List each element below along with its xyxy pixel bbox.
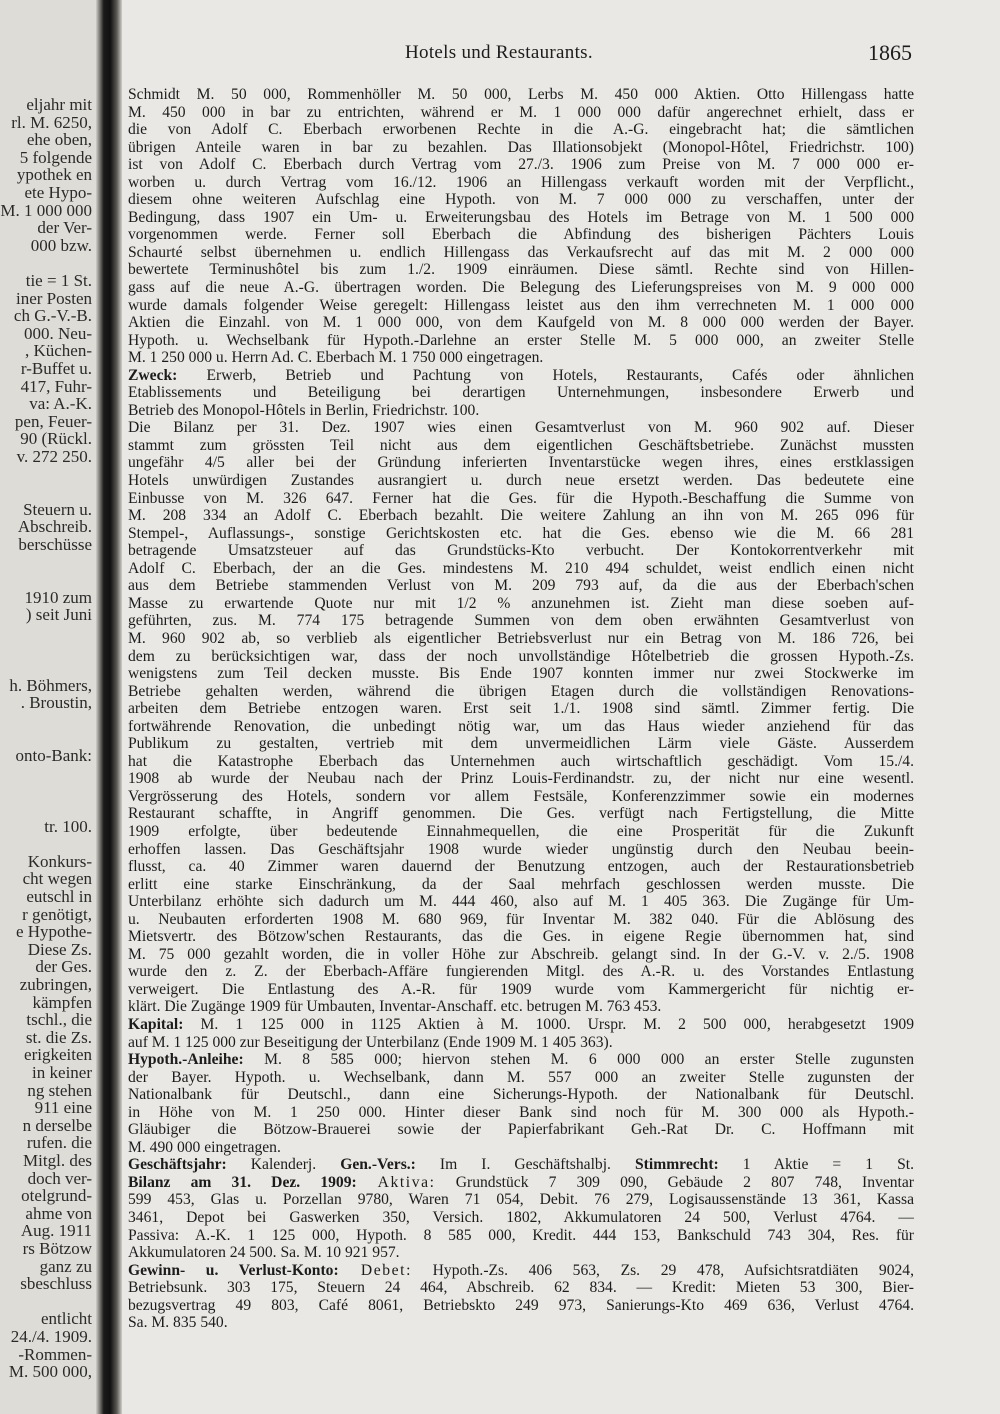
zweck-label: Zweck: <box>128 366 178 384</box>
bilanz-1909-label: Bilanz am 31. Dez. 1909: <box>128 1173 357 1191</box>
left-page-line: ch G.-V.-B. <box>13 306 92 326</box>
bilanz-lines-7: betragende Umsatzsteuer auf das Grundstücks-Kto verbucht. Der Kontokorrentverkehr mit <box>128 542 914 560</box>
zweck-section <box>128 367 914 420</box>
left-page-line: otelgrund- <box>21 1186 92 1206</box>
guv-line-2: bezugsvertrag 49 803, Café 8061, Betriebskto 249 973, Sanierungs-Kto 469 636, Verlust 4764. <box>128 1296 914 1314</box>
bilanz-lines-3: Hotels unwürdigen Zustandes ausrangiert u. durch neue ersetzt werden. Das bedeutete eine <box>128 472 914 490</box>
bilanz-lines-4: Einbusse von M. 326 647. Ferner hat die Ges. für die Hypoth.-Beschaffung die Summe von <box>128 489 914 507</box>
bilanz-lines-8: Adolf C. Eberbach, der an die Ges. mindestens M. 210 494 schuldet, weist endlich einen nicht <box>128 559 914 577</box>
guv-line-0: Gewinn- u. Verlust-Konto: Debet: Hypoth.-Zs. 406 563, Zs. 29 478, Aufsichtsratdiäten 9024, <box>128 1261 914 1279</box>
left-page-line: 417, Fuhr- <box>20 376 92 396</box>
left-page-line: rs Bötzow <box>22 1239 92 1258</box>
hypoth-section <box>128 1051 914 1156</box>
bilanz-lines-27: Unterbilanz erhöhte sich dadurch um M. 444 460, also auf M. 1 405 363. Die Zugänge für Um- <box>128 893 914 911</box>
running-head: Hotels und Restaurants. <box>405 42 593 63</box>
left-page-line: Konkurs- <box>27 851 92 871</box>
left-page-line: Steuern u. <box>23 499 92 519</box>
kapital-label: Kapital: <box>128 1015 184 1033</box>
body-lines-4: ist von Adolf C. Eberbach durch Vertrag vom 27./3. 1906 zum Preise von M. 7 000 000 er- <box>128 156 914 174</box>
left-page-line: ypothek en <box>16 165 92 185</box>
left-page-line: r-Buffet u. <box>20 359 92 378</box>
bilanz-lines-9: aus dem Betriebe stammenden Verlust von M. 209 793 auf, da die aus der Eberbach'schen <box>128 577 914 595</box>
bilanz-lines-28: u. Neubauten erforderten 1908 M. 680 969, für Inventar M. 382 040. Für die Ablösung des <box>128 910 914 928</box>
guv-line-3: Sa. M. 835 540. <box>128 1314 228 1332</box>
left-page-line: 1910 zum <box>24 587 92 607</box>
body-lines-6: diesem ohne weiteren Aufschlag eine Hypoth. von M. 7 000 000 zu verschaffen, unter der <box>128 191 914 209</box>
bilanz-lines-15: Betriebe gehalten werden, während die übrigen Etagen durch die vollständigen Renovations- <box>128 682 914 700</box>
body-lines-13: Aktien die Einzahl. von M. 1 000 000, von dem Kaufgeld von M. 8 000 000 werden der Bayer. <box>128 314 914 332</box>
left-page-line: eljahr mit <box>26 95 92 114</box>
bilanz-lines-1: stammt zum grössten Teil nicht aus dem eigentlichen Geschäftsbetriebe. Zunächst mussten <box>128 436 914 454</box>
body-lines-0: Schmidt M. 50 000, Rommenhöller M. 50 000, Lerbs M. 450 000 Aktien. Otto Hillengass hatte <box>128 86 914 103</box>
bilanz-lines-32: verweigert. Die Entlastung des A.-R. für 1909 wurde vom Kammergericht für nichtig er- <box>128 980 914 998</box>
left-page-line: h. Böhmers, <box>9 675 92 695</box>
body-lines-1: M. 450 000 in bar zu entrichten, während er M. 1 000 000 dafür angerechnet erhielt, dass er <box>128 103 914 121</box>
kapital-section <box>128 1016 914 1051</box>
geschaeftsjahr-label: Geschäftsjahr: <box>128 1156 227 1174</box>
hypoth-line-4: Gläubiger die Bötzow-Brauerei sowie der Papierfabrikant Geh.-Rat Dr. C. Hoffmann mit <box>128 1121 914 1139</box>
body-lines-5: worben u. durch Vertrag vom 16./12. 1906 an Hillengass verkauft worden mit der Verpflicht., <box>128 173 914 191</box>
left-page-line: tr. 100. <box>44 816 92 836</box>
hypoth-line-2: Nationalbank für Deutschl., dann eine Sicherungs-Hypoth. der Nationalbank für Deutschl. <box>128 1086 914 1104</box>
left-page-line: erigkeiten <box>24 1045 92 1065</box>
geschaeftsjahr-line: Geschäftsjahr: Kalenderj. Gen.-Vers.: Im I. Geschäftshalbj. Stimmrecht: 1 Aktie = 1 St. <box>128 1156 914 1174</box>
left-page-line: Mitgl. des <box>23 1151 92 1170</box>
page-number: 1865 <box>868 40 912 65</box>
left-page-line: entlicht <box>41 1309 92 1329</box>
bilanz-lines-10: Masse zu erwartende Quote nur mit 1/2 % anzunehmen ist. Zieht man diese soeben auf- <box>128 594 914 612</box>
left-page-line: M. 1 000 000 <box>0 200 92 220</box>
bilanz-lines-19: hat die Katastrophe Eberbach das Unternehmen auch wirtschaftlich geschädigt. Vom 15./4. <box>128 752 914 770</box>
left-page-line: kämpfen <box>32 992 92 1012</box>
left-page-line: st. die Zs. <box>25 1027 92 1047</box>
hypoth-line-5: M. 490 000 eingetragen. <box>128 1138 281 1156</box>
bilanz-lines-30: M. 75 000 gezahlt worden, die in voller Höhe zur Abschreib. gelangt sind. In der G.-V. v. 2./5. 1908 <box>128 945 914 963</box>
bilanz-1909-section <box>128 1174 914 1262</box>
left-page-line: va: A.-K. <box>29 394 92 414</box>
body-text <box>128 86 914 1332</box>
left-page-line: ganz zu <box>39 1256 92 1276</box>
bilanz-lines-33: klärt. Die Zugänge 1909 für Umbauten, Inventar-Anschaff. etc. betrugen M. 763 453. <box>128 998 662 1016</box>
bilanz-1909-line-4: Akkumulatoren 24 500. Sa. M. 10 921 957. <box>128 1244 400 1262</box>
bilanz-lines-2: ungefähr 4/5 aller bei der Gründung inferierten Inventarstücke wegen ihres, eines erstklassigen <box>128 454 914 472</box>
left-page-line: eutschl in <box>26 887 92 906</box>
kapital-line-0: Kapital: M. 1 125 000 in 1125 Aktien à M. 1000. Urspr. M. 2 500 000, herabgesetzt 1909 <box>128 1015 914 1033</box>
left-page-line: 000 bzw. <box>30 235 92 255</box>
book-gutter <box>96 0 122 1414</box>
zweck-line-2: Betrieb des Monopol-Hôtels in Berlin, Friedrichstr. 100. <box>128 401 480 419</box>
left-page-line: . Broustin, <box>20 693 92 713</box>
bilanz-lines-31: wurde den z. Z. der Eberbach-Affäre fungierenden Mitgl. des A.-R. u. des Vorstandes Entlastung <box>128 963 914 981</box>
bilanz-lines-16: arbeiten dem Betriebe entzogen waren. Erst seit 1./1. 1908 sind sämtl. Zimmer fertig. Die <box>128 700 914 718</box>
left-page-line: cht wegen <box>22 869 92 889</box>
left-page-line: 911 eine <box>34 1098 92 1118</box>
left-page-line: ehe oben, <box>26 130 92 150</box>
left-page-line: r genötigt, <box>22 904 92 924</box>
debet-label: Debet: <box>338 1261 413 1279</box>
bilanz-1909-line-0: Bilanz am 31. Dez. 1909: Aktiva: Grundstück 7 309 090, Gebäude 2 807 748, Inventar <box>128 1173 914 1191</box>
bilanz-lines-25: flusst, ca. 40 Zimmer waren dauernd der Benutzung entzogen, auch der Restaurationsbetrieb <box>128 858 914 876</box>
body-lines-7: Bedingung, dass 1907 ein Um- u. Erweiterungsbau des Hotels im Betrage von M. 1 500 000 <box>128 208 914 226</box>
hypoth-line-3: in Höhe von M. 1 250 000. Hinter dieser Bank sind noch für M. 300 000 als Hypoth.- <box>128 1103 914 1121</box>
left-page-line: ng stehen <box>27 1080 92 1100</box>
left-page-line: zubringen, <box>19 975 92 994</box>
bilanz-lines-29: Mietsvertr. des Bötzow'schen Restaurants, das die Ges. in eigene Regie übernommen hat, sind <box>128 928 914 946</box>
bilanz-1909-line-3: Passiva: A.-K. 1 125 000, Hypoth. 8 585 000, Kredit. 444 153, Bankschuld 743 304, Res. für <box>128 1226 914 1244</box>
left-page-line: n derselbe <box>22 1115 92 1135</box>
left-page-line: tschl., die <box>26 1010 92 1030</box>
aktiva-label: Aktiva: <box>356 1173 436 1191</box>
left-page-line: Aug. 1911 <box>20 1221 92 1241</box>
guv-section <box>128 1262 914 1332</box>
left-page-line: doch ver- <box>27 1168 92 1188</box>
bilanz-lines-26: erlitt eine starke Einschränkung, da der Saal mehrfach geschlossen werden musste. Die <box>128 875 914 893</box>
left-page-line: -Rommen- <box>18 1344 92 1364</box>
body-lines-12: wurde damals folgender Weise geregelt: Hillengass leistet aus den ihm verrechneten M. 1 000 000 <box>128 296 914 314</box>
body-lines-9: Schaurté selbst übernehmen u. endlich Hillengass das Verkaufsrecht auf das mit M. 2 000 000 <box>128 243 914 261</box>
bilanz-lines-6: Stempel-, Auflassungs-, sonstige Gerichtskosten etc. hat die Ges. ebenso wie die M. 66 281 <box>128 524 914 542</box>
intro-paragraph <box>128 86 914 367</box>
body-lines-10: bewertete Terminushôtel bis zum 1./2. 1909 einräumen. Diese sämtl. Rechte sind von Hillen- <box>128 261 914 279</box>
bilanz-1909-line-1: 599 453, Glas u. Porzellan 9780, Waren 71 054, Debit. 76 279, Logisaussenstände 13 361, Kassa <box>128 1191 914 1209</box>
bilanz-lines-12: M. 960 902 ab, so verblieb als eigentlicher Betriebsverlust nur ein Betrag von M. 186 726, bei <box>128 629 914 647</box>
body-lines-15: M. 1 250 000 u. Herrn Ad. C. Eberbach M. 1 750 000 eingetragen. <box>128 349 544 367</box>
left-page-line: der Ver- <box>37 218 92 238</box>
bilanz-lines-23: 1909 erfolgte, über bedeutende Einnahmequellen, die eine Prosperität für die Zukunft <box>128 822 914 840</box>
guv-line-1: Betriebsunk. 303 175, Steuern 24 464, Abschreib. 62 834. — Kredit: Mieten 53 300, Bier- <box>128 1279 914 1297</box>
body-lines-3: übrigen Anteile waren in bar zu bezahlen. Das Illationsobjekt (Monopol-Hôtel, Friedrichstr. 100) <box>128 138 914 156</box>
left-page-line: 24./4. 1909. <box>10 1327 92 1346</box>
bilanz-lines-18: Publikum zu gestalten, vertrieb mit dem unvermeidlichen Lärm viele Gäste. Ausserdem <box>128 735 914 753</box>
left-page-line: onto-Bank: <box>15 746 92 766</box>
left-page-fragment <box>0 0 104 1414</box>
body-lines-8: vorgenommen werde. Ferner soll Eberbach die Abfindung des bisherigen Pächters Louis <box>128 226 914 244</box>
left-page-line: rufen. die <box>26 1133 92 1153</box>
body-lines-14: Hypoth. u. Wechselbank für Hypoth.-Darlehne an erster Stelle M. 5 000 000, an zweiter Stelle <box>128 331 914 349</box>
left-page-line: tie = 1 St. <box>25 271 92 290</box>
hypoth-line-1: der Bayer. Hypoth. u. Wechselbank, dann M. 557 000 an zweiter Stelle zugunsten der <box>128 1068 914 1086</box>
left-page-line: v. 272 250. <box>16 447 92 466</box>
left-page-line: 90 (Rückl. <box>20 429 92 449</box>
hypoth-line-0: Hypoth.-Anleihe: M. 8 585 000; hiervon stehen M. 6 000 000 an erster Stelle zugunsten <box>128 1051 914 1069</box>
left-page-line: pen, Feuer- <box>14 411 92 431</box>
bilanz-lines-11: geführten, zus. M. 774 175 betragende Summen von dem oben erwähnten Gesamtverlust von <box>128 612 914 630</box>
bilanz-paragraph <box>128 419 914 1016</box>
left-page-line: , Küchen- <box>24 341 92 361</box>
left-page-line: 5 folgende <box>19 147 92 167</box>
bilanz-lines-20: 1908 ab wurde der Neubau nach der Prinz Louis-Ferdinandstr. zu, der nicht nur eine wesentl. <box>128 770 914 788</box>
gen-vers-label: Gen.-Vers.: <box>340 1156 416 1174</box>
left-page-line: iner Posten <box>15 288 92 308</box>
left-page-line: ) seit Juni <box>25 605 92 625</box>
bilanz-1909-line-2: 3461, Depot bei Gaswerken 350, Versich. 1802, Akkumulatoren 24 500, Verlust 4764. — <box>128 1209 914 1226</box>
bilanz-lines-13: dem zu berücksichtigen war, dass der noch unvollständige Hôtelbetrieb die grossen Hypoth.-Zs. <box>128 647 914 665</box>
bilanz-lines-14: wenigstens zum Teil decken musste. Bis Ende 1907 konnten immer nur zwei Stockwerke im <box>128 665 914 683</box>
bilanz-lines-17: fortwährende Renovation, die unbedingt nötig war, um das Haus wieder anziehend für das <box>128 717 914 735</box>
zweck-line-1: Etablissements und Beteiligung bei derartigen Unternehmungen, insbesondere Erwerb und <box>128 384 914 402</box>
bilanz-lines-21: Vergrösserung des Hotels, sondern vor allem Festsäle, Konferenzzimmer sowie ein modernes <box>128 787 914 805</box>
left-page-line: rl. M. 6250, <box>11 112 92 132</box>
bilanz-lines-0: Die Bilanz per 31. Dez. 1907 wies einen Gesamtverlust von M. 960 902 auf. Dieser <box>128 419 914 437</box>
left-page-line: ete Hypo- <box>24 183 92 202</box>
left-page-line: Diese Zs. <box>27 939 92 959</box>
kapital-line-1: auf M. 1 125 000 zur Beseitigung der Unterbilanz (Ende 1909 M. 1 405 363). <box>128 1033 613 1051</box>
left-page-line: berschüsse <box>18 535 92 554</box>
left-page-line: in keiner <box>32 1063 92 1082</box>
bilanz-lines-22: Restaurant schaffte, in Angriff genommen. Die Ges. verfügt nach Fertigstellung, die Mitte <box>128 805 914 823</box>
left-page-line: Abschreib. <box>17 517 92 537</box>
left-page-line: sbeschluss <box>20 1274 92 1294</box>
body-lines-2: die von Adolf C. Eberbach erworbenen Rechte in die A.-G. eingebracht hat; die sämtlichen <box>128 121 914 139</box>
guv-label: Gewinn- u. Verlust-Konto: <box>128 1261 339 1279</box>
stimmrecht-label: Stimmrecht: <box>635 1156 719 1174</box>
body-lines-11: gass auf die neue A.-G. übertragen worden. Die Belegung des Lieferungspreises von M. 9 000 000 <box>128 279 914 297</box>
left-page-line: M. 500 000, <box>8 1362 92 1382</box>
left-page-line: e Hypothe- <box>15 922 92 942</box>
bilanz-lines-5: M. 208 334 an Adolf C. Eberbach bezahlt. Die weitere Zahlung an ihn von M. 265 096 für <box>128 507 914 525</box>
bilanz-lines-24: erhoffen lassen. Das Geschäftsjahr 1908 wurde wieder ungünstig durch den Neubau beein- <box>128 840 914 858</box>
hypoth-label: Hypoth.-Anleihe: <box>128 1051 244 1069</box>
geschaeftsjahr-section <box>128 1156 914 1174</box>
left-page-line: 000. Neu- <box>24 323 92 343</box>
left-page-line: der Ges. <box>35 957 92 977</box>
zweck-line-0: Zweck: Erwerb, Betrieb und Pachtung von Hotels, Restaurants, Cafés oder ähnlichen <box>128 366 914 384</box>
left-page-line: ahme von <box>25 1203 92 1223</box>
